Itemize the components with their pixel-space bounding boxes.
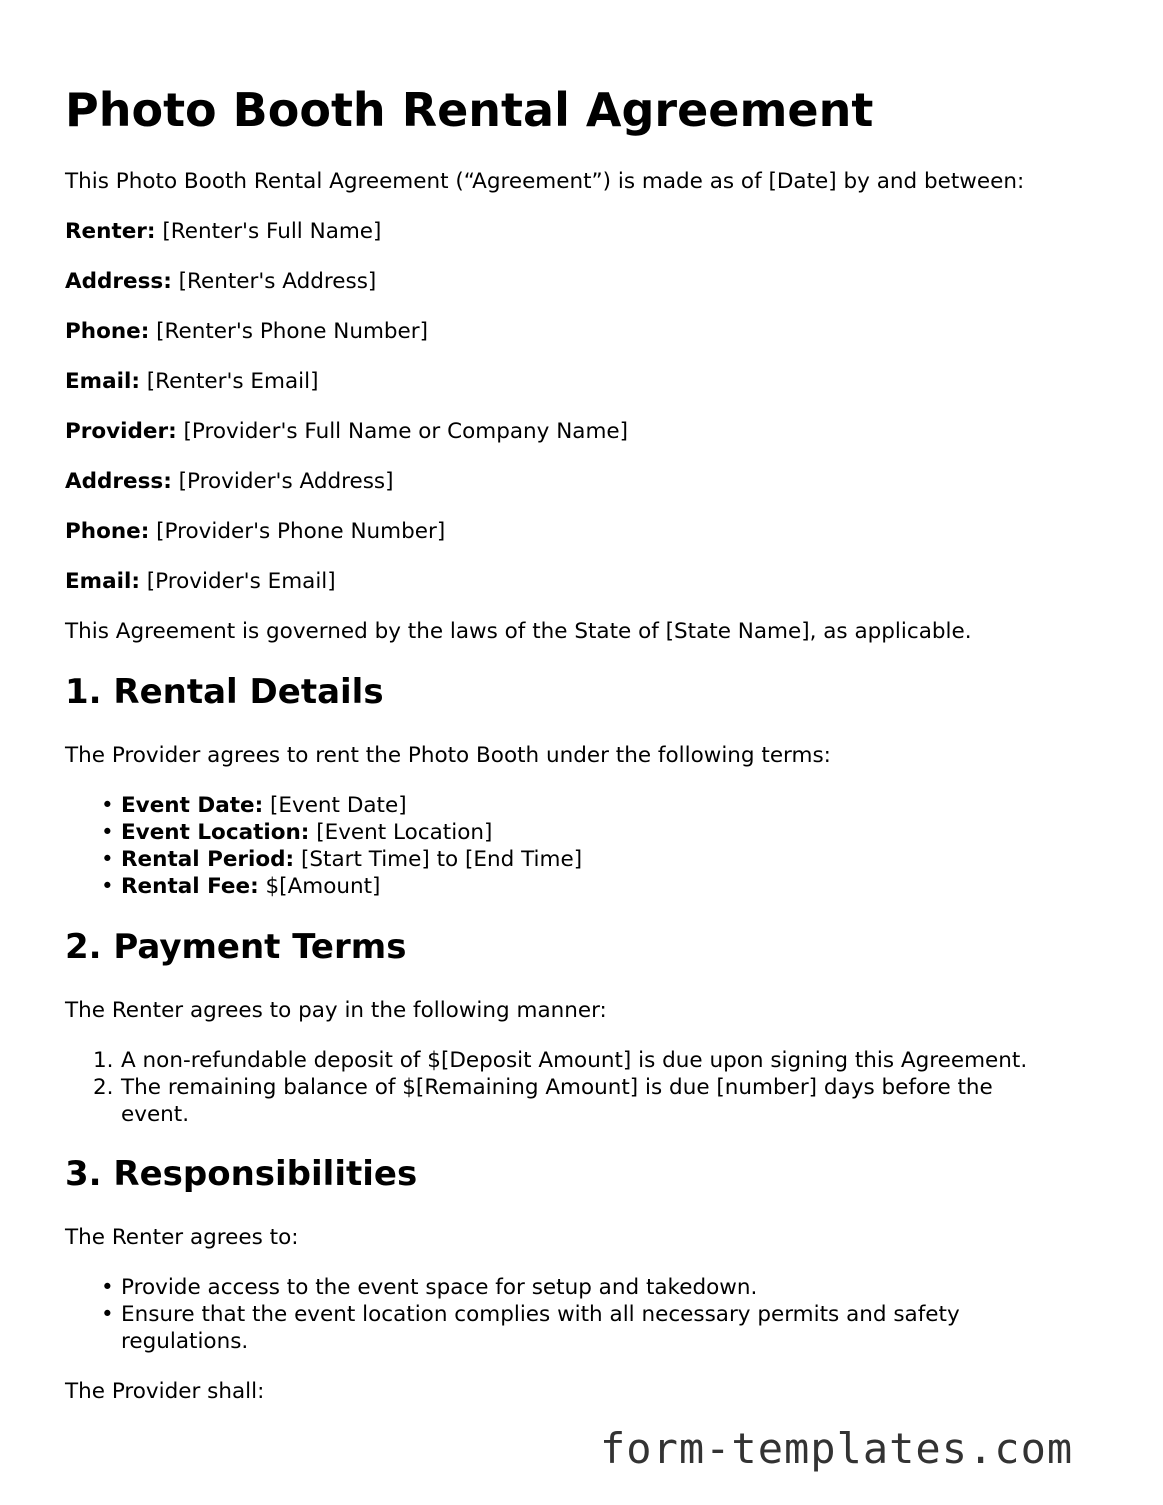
party-value: [Renter's Address]	[171, 269, 377, 294]
bullet-icon: •	[101, 820, 114, 845]
item-text: A non-refundable deposit of $[Deposit Amount] is due upon signing this Agreement.	[121, 1048, 1028, 1073]
party-value: [Renter's Full Name]	[155, 219, 382, 244]
party-label: Email:	[65, 569, 140, 594]
party-renter-name	[65, 218, 381, 246]
list-number: 2.	[93, 1075, 114, 1100]
party-renter-phone	[65, 318, 428, 346]
renter-responsibilities-list	[65, 1274, 1131, 1355]
list-item	[65, 873, 1131, 900]
payment-terms-list	[65, 1047, 1131, 1128]
party-value: [Provider's Email]	[139, 569, 336, 594]
item-label: Rental Period:	[121, 847, 295, 872]
party-value: [Renter's Phone Number]	[149, 319, 429, 344]
item-label: Event Date:	[121, 793, 264, 818]
item-value: [Event Location]	[309, 820, 493, 845]
party-label: Provider:	[65, 419, 177, 444]
item-text: The remaining balance of $[Remaining Amount] is due [number] days before the event.	[121, 1075, 993, 1127]
section-heading-responsibilities: 3. Responsibilities	[65, 1154, 418, 1194]
list-item	[65, 1047, 1131, 1074]
list-number: 1.	[93, 1048, 114, 1073]
watermark-logo: form-templates.com	[600, 1424, 1074, 1473]
party-label: Phone:	[65, 319, 150, 344]
intro-text: This Photo Booth Rental Agreement (“Agreement”) is made as of [Date] by and between:	[65, 169, 1025, 194]
party-label: Phone:	[65, 519, 150, 544]
document-title: Photo Booth Rental Agreement	[65, 83, 874, 137]
item-value: $[Amount]	[258, 874, 381, 899]
bullet-icon: •	[101, 793, 114, 818]
section-heading-rental-details: 1. Rental Details	[65, 672, 384, 712]
party-value: [Renter's Email]	[139, 369, 319, 394]
party-provider-email	[65, 568, 336, 596]
section-intro: The Renter agrees to pay in the following manner:	[65, 998, 607, 1023]
list-item	[65, 819, 1131, 846]
item-text: Provide access to the event space for setup and takedown.	[121, 1275, 758, 1300]
party-renter-email	[65, 368, 318, 396]
party-label: Renter:	[65, 219, 156, 244]
party-provider-name	[65, 418, 628, 446]
party-provider-address	[65, 468, 394, 496]
section-intro: The Provider agrees to rent the Photo Booth under the following terms:	[65, 743, 831, 768]
party-label: Address:	[65, 269, 172, 294]
section-heading-payment-terms: 2. Payment Terms	[65, 927, 407, 967]
bullet-icon: •	[101, 874, 114, 899]
rental-details-list	[65, 792, 1131, 900]
bullet-icon: •	[101, 1275, 114, 1300]
party-provider-phone	[65, 518, 445, 546]
item-text: Ensure that the event location complies with all necessary permits and safety regulations.	[121, 1302, 960, 1354]
item-label: Rental Fee:	[121, 874, 259, 899]
list-item	[65, 792, 1131, 819]
bullet-icon: •	[101, 1302, 114, 1327]
section-intro: The Renter agrees to:	[65, 1225, 299, 1250]
item-label: Event Location:	[121, 820, 310, 845]
item-value: [Event Date]	[263, 793, 407, 818]
governing-law-text: This Agreement is governed by the laws of the State of [State Name], as applicable.	[65, 619, 972, 644]
bullet-icon: •	[101, 847, 114, 872]
party-label: Address:	[65, 469, 172, 494]
provider-responsibilities-intro: The Provider shall:	[65, 1379, 265, 1404]
party-label: Email:	[65, 369, 140, 394]
list-item	[65, 1274, 1131, 1301]
party-value: [Provider's Phone Number]	[149, 519, 446, 544]
list-item	[65, 846, 1131, 873]
item-value: [Start Time] to [End Time]	[294, 847, 583, 872]
party-value: [Provider's Address]	[171, 469, 394, 494]
list-item	[65, 1301, 1021, 1355]
party-value: [Provider's Full Name or Company Name]	[176, 419, 629, 444]
party-renter-address	[65, 268, 376, 296]
list-item	[65, 1074, 1051, 1128]
